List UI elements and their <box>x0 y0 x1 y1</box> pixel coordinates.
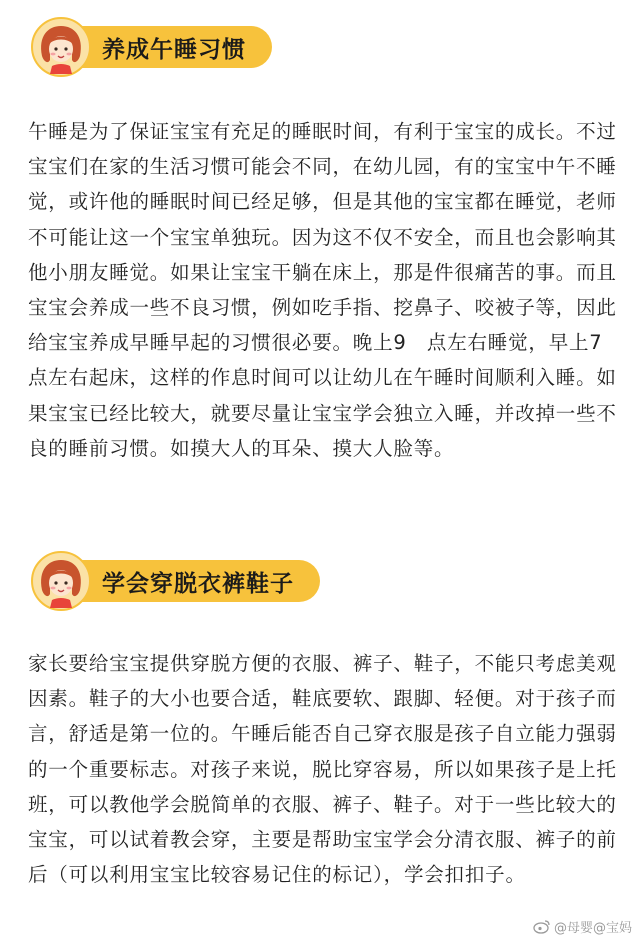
girl-avatar-icon <box>30 16 92 78</box>
section-title: 养成午睡习惯 <box>102 36 246 63</box>
section-header-nap <box>30 16 370 80</box>
watermark <box>533 917 632 936</box>
section-body: 家长要给宝宝提供穿脱方便的衣服、裤子、鞋子，不能只考虑美观因素。鞋子的大小也要合适，鞋底要软、跟脚、轻便。对于孩子而言，舒适是第一位的。午睡后能否自己穿衣服是孩子自立能力强弱的一个重要标志。对孩子来说，脱比穿容易，所以如果孩子是上托班，可以教他学会脱简单的衣服、裤子、鞋子。对于一些比较大的宝宝，可以试着教会穿，主要是帮助宝宝学会分清衣服、裤子的前后（可以利用宝宝比较容易记住的标记），学会扣扣子。 <box>28 652 617 887</box>
section-header-dressing <box>30 550 370 614</box>
girl-avatar-icon <box>30 550 92 612</box>
section-title-pill <box>58 560 320 602</box>
weibo-icon <box>533 919 551 934</box>
section-title: 学会穿脱衣裤鞋子 <box>102 570 294 597</box>
watermark-text: @母婴@宝妈 <box>553 921 632 936</box>
section-body: 午睡是为了保证宝宝有充足的睡眠时间，有利于宝宝的成长。不过宝宝们在家的生活习惯可能会不同，在幼儿园，有的宝宝中午不睡觉，或许他的睡眠时间已经足够，但是其他的宝宝都在睡觉，老师不可能让这一个宝宝单独玩。因为这不仅不安全，而且也会影响其他小朋友睡觉。如果让宝宝干躺在床上，那是件很痛苦的事。而且宝宝会养成一些不良习惯，例如吃手指、挖鼻子、咬被子等，因此给宝宝养成早睡早起的习惯很必要。晚上9 点左右睡觉，早上7 点左右起床，这样的作息时间可以让幼儿在午睡时间顺利入睡。如果宝宝已经比较大，就要尽量让宝宝学会独立入睡，并改掉一些不良的睡前习惯。如摸大人的耳朵、摸大人脸等。 <box>28 120 623 460</box>
